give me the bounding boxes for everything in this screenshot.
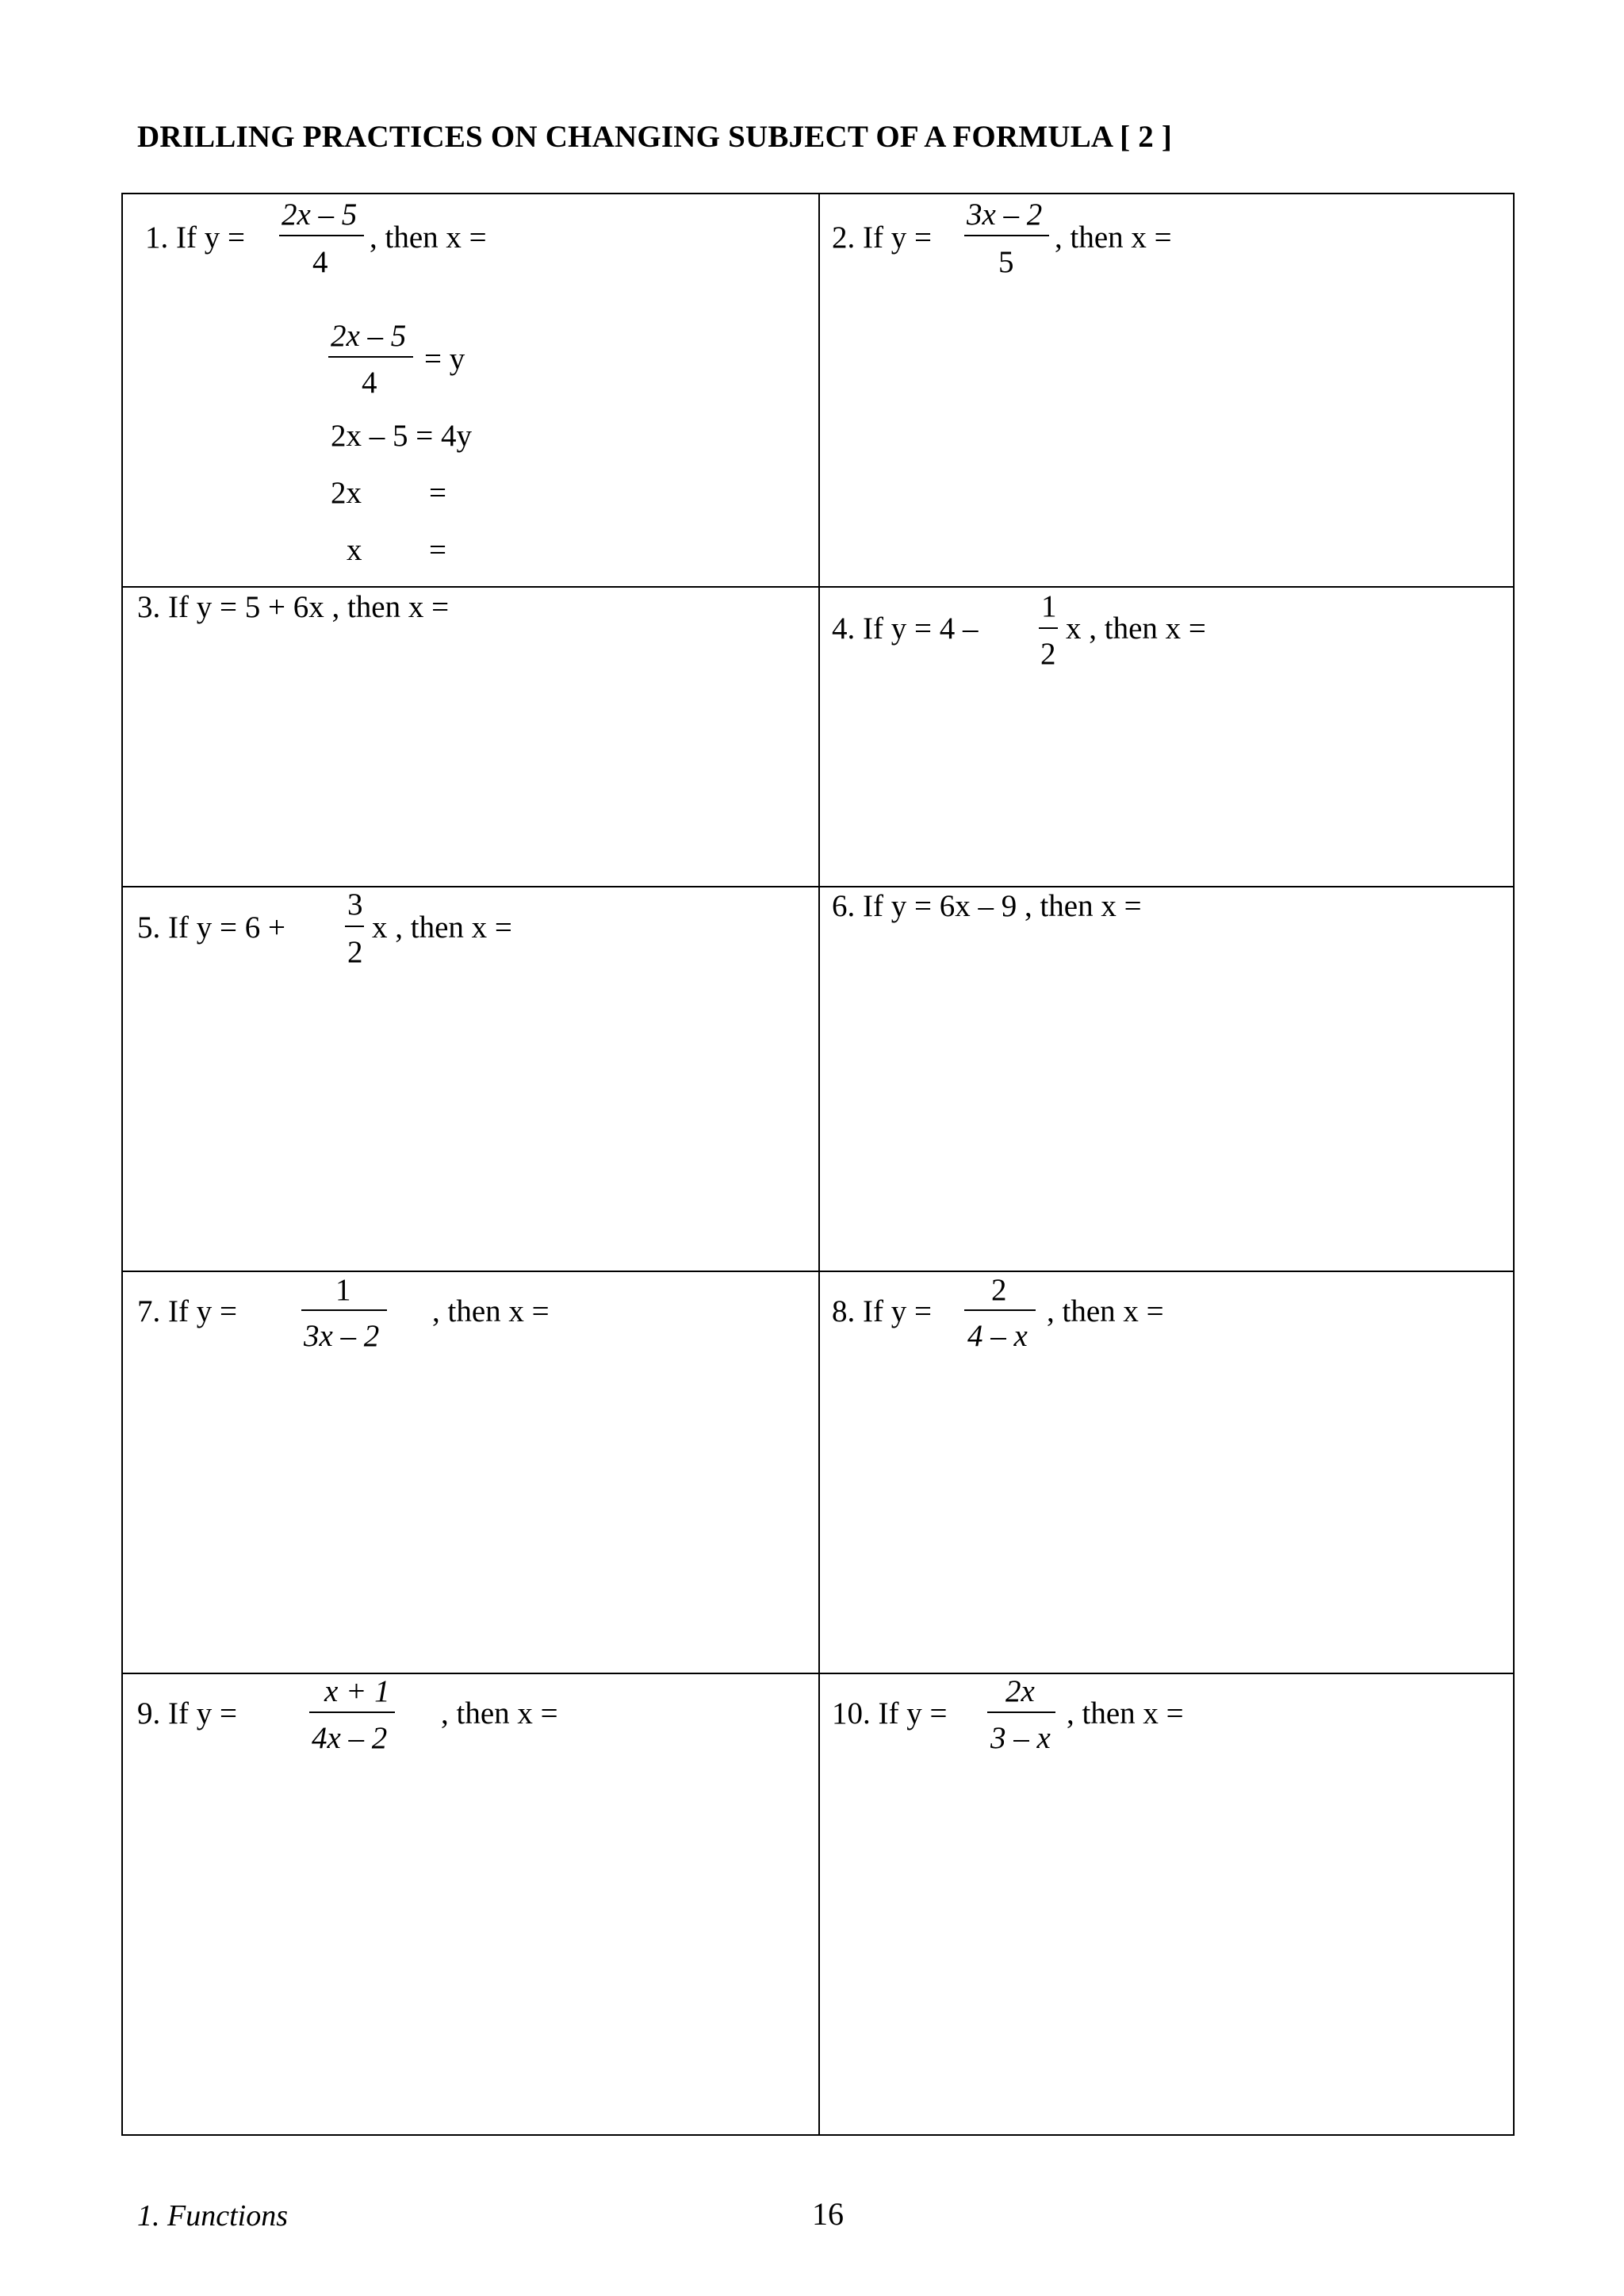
fraction-denominator: 4x – 2 xyxy=(312,1721,388,1755)
table-border-left xyxy=(121,193,123,2136)
question-suffix: , then x = xyxy=(432,1294,550,1328)
fraction-bar xyxy=(328,356,413,358)
worksheet-title: DRILLING PRACTICES ON CHANGING SUBJECT OF A FORMULA [ 2 ] xyxy=(137,120,1173,154)
fraction-denominator: 3 – x xyxy=(990,1721,1051,1755)
fraction-numerator: 2x xyxy=(1005,1674,1035,1708)
fraction-numerator: 3x – 2 xyxy=(967,197,1043,232)
worked-step-3-lhs: 2x xyxy=(331,476,362,510)
question-prefix: 1. If y = xyxy=(145,220,245,255)
table-column-divider xyxy=(818,193,820,2136)
question-suffix: , then x = xyxy=(1055,220,1172,255)
worked-step-rhs: = y xyxy=(424,342,465,376)
worked-step-numerator: 2x – 5 xyxy=(331,319,407,353)
fraction-numerator: x + 1 xyxy=(324,1674,390,1708)
fraction-denominator: 5 xyxy=(998,245,1014,279)
question-suffix: , then x = xyxy=(1047,1294,1164,1328)
fraction-bar xyxy=(1039,627,1058,629)
question-prefix: 8. If y = xyxy=(832,1294,932,1328)
fraction-numerator: 1 xyxy=(1041,589,1057,623)
question-prefix: 4. If y = 4 – xyxy=(832,611,979,646)
fraction-bar xyxy=(309,1711,395,1713)
table-row-divider xyxy=(121,586,1515,588)
fraction-bar xyxy=(345,926,364,927)
worked-step-4-equals: = xyxy=(429,533,446,567)
table-row-divider xyxy=(121,886,1515,887)
question-prefix: 2. If y = xyxy=(832,220,932,255)
fraction-numerator: 1 xyxy=(335,1273,351,1307)
question-suffix: , then x = xyxy=(370,220,487,255)
worked-step-3-equals: = xyxy=(429,476,446,510)
fraction-numerator: 2x – 5 xyxy=(282,197,358,232)
worked-step-denominator: 4 xyxy=(362,366,377,400)
question-suffix: , then x = xyxy=(441,1696,558,1731)
table-border-right xyxy=(1513,193,1515,2136)
footer-chapter: 1. Functions xyxy=(137,2199,288,2233)
fraction-bar xyxy=(279,235,364,236)
page-number: 16 xyxy=(812,2196,844,2232)
question-suffix: x , then x = xyxy=(372,910,512,945)
worked-step-4-lhs: x xyxy=(347,533,362,567)
question-prefix: 10. If y = xyxy=(832,1696,948,1731)
question-suffix: , then x = xyxy=(1067,1696,1184,1731)
fraction-denominator: 2 xyxy=(347,935,363,969)
fraction-numerator: 3 xyxy=(347,887,363,922)
question-text: 6. If y = 6x – 9 , then x = xyxy=(832,889,1142,923)
question-prefix: 7. If y = xyxy=(137,1294,237,1328)
fraction-denominator: 4 – x xyxy=(967,1319,1028,1353)
worked-step-2: 2x – 5 = 4y xyxy=(331,419,472,453)
fraction-denominator: 3x – 2 xyxy=(304,1319,380,1353)
question-suffix: x , then x = xyxy=(1066,611,1206,646)
table-row-divider xyxy=(121,1271,1515,1272)
question-prefix: 5. If y = 6 + xyxy=(137,910,285,945)
question-prefix: 9. If y = xyxy=(137,1696,237,1731)
fraction-bar xyxy=(964,235,1049,236)
fraction-denominator: 4 xyxy=(312,245,328,279)
fraction-bar xyxy=(301,1309,387,1311)
fraction-bar xyxy=(964,1309,1036,1311)
fraction-bar xyxy=(987,1711,1055,1713)
fraction-numerator: 2 xyxy=(991,1273,1007,1307)
fraction-denominator: 2 xyxy=(1040,637,1056,671)
question-text: 3. If y = 5 + 6x , then x = xyxy=(137,590,450,624)
